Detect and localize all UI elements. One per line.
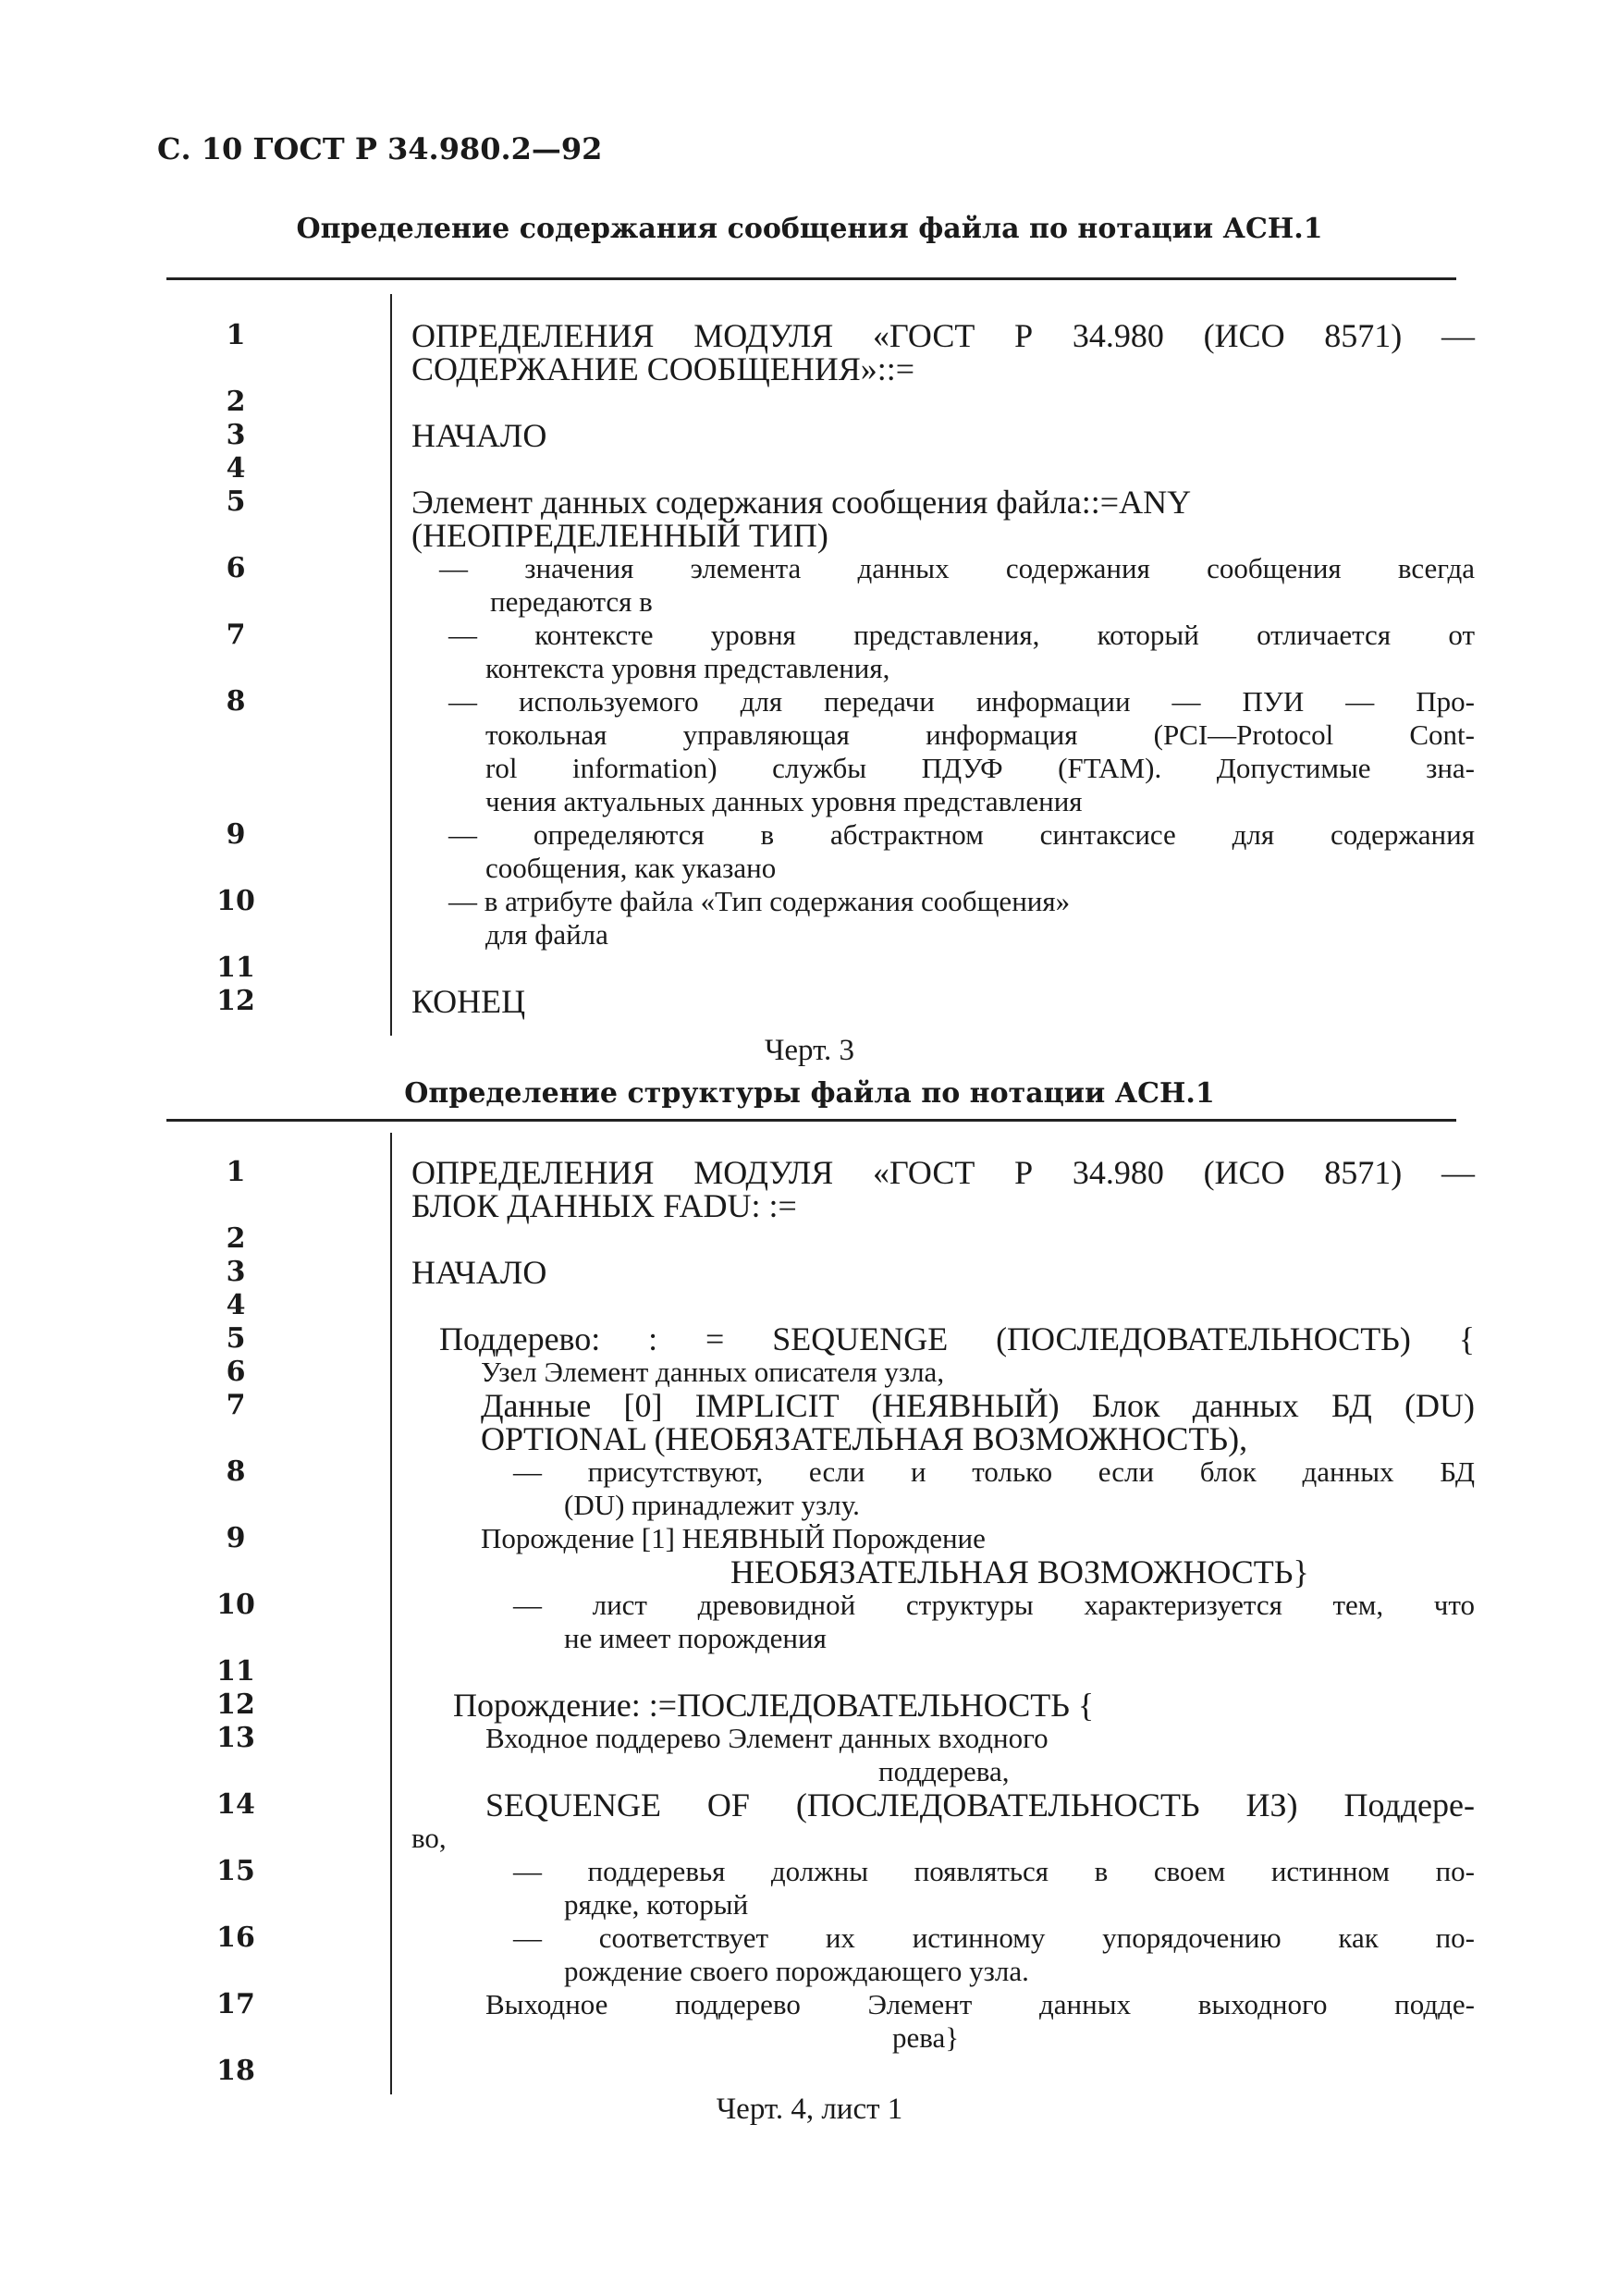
text-line: для файла <box>485 918 608 951</box>
text-line: Поддерево: : = SEQUENGE (ПОСЛЕДОВАТЕЛЬНОСТЬ) { <box>439 1320 1475 1357</box>
line-number <box>185 918 287 952</box>
section2-body <box>411 1156 1475 2088</box>
text-line: контекста уровня представления, <box>485 652 890 684</box>
line-number: 10 <box>216 885 255 917</box>
text-line: — присутствуют, если и только если блок данных БД <box>513 1455 1475 1488</box>
section2-vertical-rule <box>390 1133 392 2094</box>
line-number: 11 <box>216 952 255 984</box>
line-number: 14 <box>216 1788 255 1821</box>
line-number <box>185 1822 287 1855</box>
text-line <box>411 1289 1475 1322</box>
page-header: С. 10 ГОСТ Р 34.980.2—92 <box>157 131 603 166</box>
line-number <box>185 1422 287 1455</box>
section1-top-rule <box>166 277 1456 280</box>
text-line: Выходное поддерево Элемент данных выходного подде- <box>485 1988 1475 2020</box>
line-number <box>185 1555 287 1589</box>
text-line: НАЧАЛО <box>411 1254 547 1291</box>
line-number: 7 <box>226 619 246 651</box>
text-line: — значения элемента данных содержания сообщения всегда <box>439 552 1475 584</box>
line-number <box>185 1622 287 1655</box>
section2-line-numbers <box>185 1156 287 2088</box>
line-number <box>185 785 287 818</box>
text-line: БЛОК ДАННЫХ FADU: := <box>411 1187 797 1224</box>
section2-top-rule <box>166 1119 1456 1122</box>
line-number <box>185 1955 287 1988</box>
line-number <box>185 718 287 752</box>
section1-vertical-rule <box>390 294 392 1036</box>
line-number: 3 <box>226 419 246 451</box>
line-number: 11 <box>216 1655 255 1688</box>
text-line: НАЧАЛО <box>411 417 547 454</box>
line-number <box>185 652 287 685</box>
text-line: сообщения, как указано <box>485 852 777 884</box>
section1-title: Определение содержания сообщения файла по нотации АСН.1 <box>296 213 1323 245</box>
line-number: 9 <box>226 818 246 851</box>
text-line: rol information) службы ПДУФ (FTAM). Допустимые зна- <box>485 752 1475 784</box>
text-line: рева} <box>892 2021 960 2054</box>
line-number <box>185 2021 287 2055</box>
text-line: Узел Элемент данных описателя узла, <box>481 1356 945 1388</box>
section2-caption: Черт. 4, лист 1 <box>716 2093 903 2126</box>
line-number: 8 <box>226 1455 246 1488</box>
line-number: 6 <box>226 552 246 584</box>
line-number: 15 <box>216 1855 255 1887</box>
line-number: 2 <box>226 386 246 418</box>
line-number <box>185 352 287 386</box>
line-number: 4 <box>226 1289 246 1321</box>
text-line: — в атрибуте файла «Тип содержания сообщения» <box>448 885 1071 917</box>
line-number <box>185 1489 287 1522</box>
section1-line-numbers <box>185 319 287 1018</box>
text-line: рождение своего порождающего узла. <box>564 1955 1029 1987</box>
text-line: рядке, который <box>564 1888 749 1921</box>
text-line: Входное поддерево Элемент данных входного <box>485 1722 1049 1754</box>
line-number: 6 <box>226 1356 246 1388</box>
text-line: ОПРЕДЕЛЕНИЯ МОДУЛЯ «ГОСТ Р 34.980 (ИСО 8571) — <box>411 1154 1475 1191</box>
text-line <box>411 952 1475 985</box>
text-line: во, <box>411 1822 447 1854</box>
text-line: ОПРЕДЕЛЕНИЯ МОДУЛЯ «ГОСТ Р 34.980 (ИСО 8571) — <box>411 317 1475 354</box>
text-line <box>411 1655 1475 1688</box>
line-number: 5 <box>226 485 246 518</box>
text-line: Порождение [1] НЕЯВНЫЙ Порождение <box>481 1522 986 1554</box>
text-line <box>411 1222 1475 1256</box>
text-line: Порождение: :=ПОСЛЕДОВАТЕЛЬНОСТЬ { <box>453 1687 1095 1724</box>
text-line: НЕОБЯЗАТЕЛЬНАЯ ВОЗМОЖНОСТЬ} <box>730 1553 1309 1590</box>
line-number: 16 <box>216 1922 255 1954</box>
line-number: 10 <box>216 1589 255 1621</box>
text-line: — используемого для передачи информации — ПУИ — Про- <box>448 685 1475 718</box>
line-number: 12 <box>216 1688 255 1721</box>
text-line: SEQUENGE OF (ПОСЛЕДОВАТЕЛЬНОСТЬ ИЗ) Поддере- <box>485 1786 1475 1823</box>
line-number: 7 <box>226 1389 246 1421</box>
line-number <box>185 585 287 619</box>
text-line: СОДЕРЖАНИЕ СООБЩЕНИЯ»::= <box>411 350 915 387</box>
text-line: — определяются в абстрактном синтаксисе для содержания <box>448 818 1475 851</box>
text-line <box>411 386 1475 419</box>
line-number: 1 <box>226 1156 246 1188</box>
line-number: 2 <box>226 1222 246 1255</box>
text-line: не имеет порождения <box>564 1622 827 1654</box>
line-number: 8 <box>226 685 246 718</box>
text-line: поддерева, <box>878 1755 1010 1787</box>
section2-title: Определение структуры файла по нотации АСН.1 <box>404 1077 1215 1110</box>
line-number: 18 <box>216 2055 255 2087</box>
line-number <box>185 1755 287 1788</box>
line-number: 1 <box>226 319 246 351</box>
line-number: 12 <box>216 985 255 1017</box>
text-line: OPTIONAL (НЕОБЯЗАТЕЛЬНАЯ ВОЗМОЖНОСТЬ), <box>481 1420 1248 1457</box>
line-number <box>185 1888 287 1922</box>
text-line: токольная управляющая информация (PCI—Protocol Cont- <box>485 718 1475 751</box>
text-line: — поддеревья должны появляться в своем истинном по- <box>513 1855 1475 1887</box>
text-line: — контексте уровня представления, который отличается от <box>448 619 1475 651</box>
line-number: 9 <box>226 1522 246 1554</box>
text-line: передаются в <box>490 585 653 618</box>
section1-caption: Черт. 3 <box>764 1034 855 1067</box>
line-number: 4 <box>226 452 246 485</box>
line-number: 13 <box>216 1722 255 1754</box>
text-line: чения актуальных данных уровня представления <box>485 785 1083 817</box>
line-number <box>185 1189 287 1222</box>
text-line: Элемент данных содержания сообщения файла::=ANY <box>411 484 1192 521</box>
text-line: Данные [0] IMPLICIT (НЕЯВНЫЙ) Блок данных БД (DU) <box>481 1387 1475 1424</box>
line-number: 17 <box>216 1988 255 2020</box>
line-number <box>185 519 287 552</box>
text-line: — лист древовидной структуры характеризуется тем, что <box>513 1589 1475 1621</box>
text-line: — соответствует их истинному упорядочению как по- <box>513 1922 1475 1954</box>
text-line: (DU) принадлежит узлу. <box>564 1489 860 1521</box>
line-number <box>185 852 287 885</box>
line-number <box>185 752 287 785</box>
text-line: (НЕОПРЕДЕЛЕННЫЙ ТИП) <box>411 517 828 554</box>
section1-body <box>411 319 1475 1018</box>
line-number: 5 <box>226 1322 246 1355</box>
text-line <box>411 2055 1475 2088</box>
text-line <box>411 452 1475 485</box>
line-number: 3 <box>226 1256 246 1288</box>
text-line: КОНЕЦ <box>411 983 526 1020</box>
